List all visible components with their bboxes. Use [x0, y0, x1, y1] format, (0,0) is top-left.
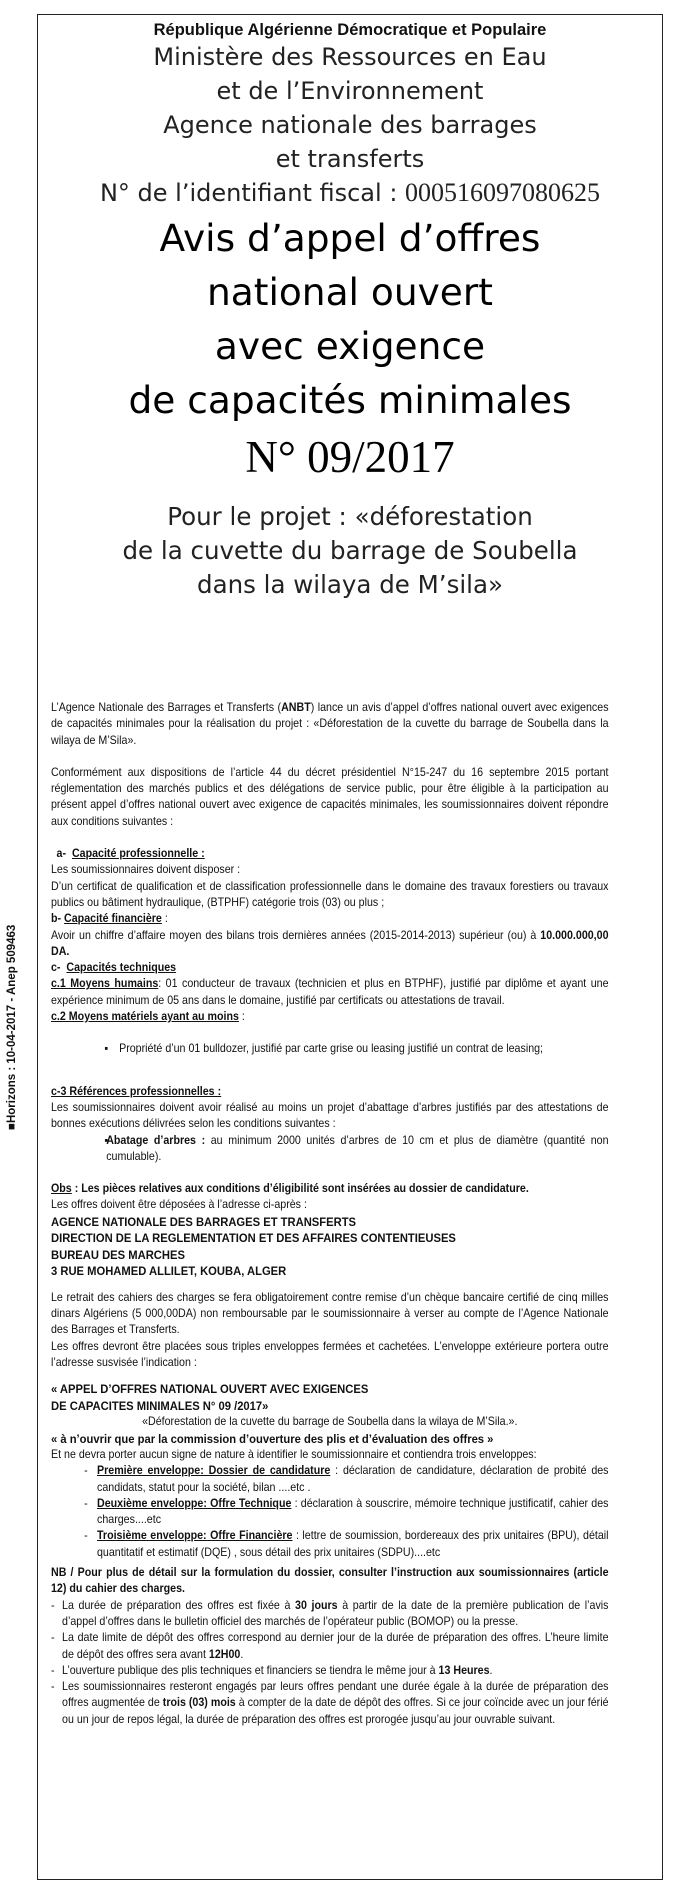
commitment-item: - Les soumissionnaires resteront engagés par leurs offres pendant une durée égale à la durée de préparation des offres augmentée de trois (03) mois à compter de la date de dépôt des offres. Si ce jour coïncide avec un jour férié ou un jour de repos légal, la durée de préparation des offres est prorogée jusqu’au jour ouvrable suivant.	[51, 1679, 609, 1728]
nb-note: NB / Pour plus de détail sur la formulation du dossier, consulter l’instruction aux soumissionnaires (article 12) du cahier des charges.	[51, 1566, 609, 1596]
publication-tag	[6, 924, 26, 1150]
section-b-heading: b- Capacité financière :	[51, 912, 168, 926]
address-line-3: BUREAU DES MARCHES	[51, 1247, 185, 1262]
section-c2-item: ▪ Propriété d’un 01 bulldozer, justifié par carte grise ou leasing justifié un contrat de leasing;	[51, 1041, 609, 1057]
envelope-2: - Deuxième enveloppe: Offre Technique : déclaration à souscrire, mémoire technique justificatif, cahier des charges....etc	[51, 1496, 609, 1529]
section-b-text: Avoir un chiffre d’affaire moyen des bilans trois dernières années (2015-2014-2013) supérieur (ou) à 10.000.000,00 DA.	[51, 928, 609, 958]
duration-item: - La durée de préparation des offres est fixée à 30 jours à partir de la date de la première publication de l’avis d’appel d’offres dans le bulletin officiel des marchés de l’opérateur public (BOMOP) ou la presse.	[51, 1598, 609, 1631]
section-a-heading: a- Capacité professionnelle :	[56, 847, 205, 861]
notice-body	[51, 700, 609, 1728]
notice-title-line-2: national ouvert	[207, 270, 493, 314]
envelope-3: - Troisième enveloppe: Offre Financière : lettre de soumission, bordereaux des prix unitaires (BPU), détail quantitatif et estimatif (DQE) , sous détail des prix unitaires (SDPU)....etc	[51, 1528, 609, 1561]
project-line-1: Pour le projet : «déforestation	[167, 502, 533, 531]
ministry-line-1: Ministère des Ressources en Eau	[153, 43, 547, 71]
address-line-2: DIRECTION DE LA REGLEMENTATION ET DES AFFAIRES CONTENTIEUSES	[51, 1231, 456, 1246]
project-line-2: de la cuvette du barrage de Soubella	[122, 536, 578, 565]
opening-item: - L’ouverture publique des plis techniques et financiers se tiendra le même jour à 13 Heures.	[51, 1663, 609, 1679]
section-c-heading: c- Capacités techniques	[51, 961, 177, 975]
fiscal-id-number: 000516097080625	[405, 178, 601, 207]
section-c3-heading: c-3 Références professionnelles :	[51, 1084, 222, 1098]
mention-line-3: «Déforestation de la cuvette du barrage de Soubella dans la wilaya de M’Sila.».	[142, 1415, 518, 1429]
deadline-item: - La date limite de dépôt des offres correspond au dernier jour de la durée de préparation des offres. L’heure limite de dépôt des offres sera avant 12H00.	[51, 1630, 609, 1663]
mention-line-2: DE CAPACITES MINIMALES N° 09 /2017»	[51, 1398, 269, 1413]
enveloppes-paragraph: Les offres devront être placées sous triples enveloppes fermées et cachetées. L’enveloppe extérieure portera outre l’adresse susvisée l’indication :	[51, 1339, 609, 1369]
section-a-line-1: Les soumissionnaires doivent disposer :	[51, 863, 241, 877]
address-line-1: AGENCE NATIONALE DES BARRAGES ET TRANSFERTS	[51, 1214, 357, 1229]
envelope-1: - Première enveloppe: Dossier de candidature : déclaration de candidature, déclaration de probité des candidats, statut pour la société, bilan ....etc .	[51, 1463, 609, 1496]
section-c3-item: ▪ Abatage d’arbres : au minimum 2000 unités d’arbres de 10 cm et plus de diamètre (quantité non cumulable).	[51, 1133, 609, 1166]
conformity-paragraph: Conformément aux dispositions de l’article 44 du décret présidentiel N°15-247 du 16 septembre 2015 portant réglementation des marchés publics et des délégations de service public, pour être éligible à la participation au présent appel d’offres national ouvert avec exigence de capacités minimales, les soumissionnaires doivent répondre aux conditions suivantes :	[51, 765, 609, 828]
fiscal-id-line	[37, 176, 663, 210]
intro-paragraph: L’Agence Nationale des Barrages et Transferts (ANBT) lance un avis d’appel d’offres national ouvert avec exigences de capacités minimales pour la réalisation du projet : «Déforestation de la cuvette du barrage de Soubella dans la wilaya de M’Sila».	[51, 701, 609, 747]
deposit-intro: Les offres doivent être déposées à l’adresse ci-après :	[51, 1198, 307, 1212]
no-sign-paragraph: Et ne devra porter aucun signe de nature à identifier le soumissionnaire et contiendra trois enveloppes:	[51, 1448, 537, 1461]
project-line-3: dans la wilaya de M’sila»	[197, 570, 503, 599]
notice-number: N° 09/2017	[245, 432, 455, 482]
agency-line-1: Agence nationale des barrages	[163, 111, 537, 139]
notice-header	[37, 16, 663, 602]
notice-title-line-1: Avis d’appel d’offres	[159, 216, 541, 260]
republic-line: République Algérienne Démocratique et Populaire	[153, 21, 547, 39]
section-a-line-2: D’un certificat de qualification et de classification professionnelle dans le domaine des travaux forestiers ou travaux publics ou bâtiment hydraulique, (BTPHF) catégorie trois (03) ou plus ;	[51, 879, 609, 909]
agency-line-2: et transferts	[275, 145, 425, 173]
section-c1: c.1 Moyens humains: 01 conducteur de travaux (technicien et plus en BTPHF), justifié par diplôme et ayant une expérience minimum de 05 ans dans le domaine, justifié par certificats ou attestations de travail.	[51, 977, 609, 1007]
notice-title-line-4: de capacités minimales	[128, 378, 572, 422]
ministry-line-2: et de l’Environnement	[216, 77, 484, 105]
publication-tag-text: ■Horizons : 10-04-2017 - Anep 509463	[6, 924, 18, 1130]
section-c3-text: Les soumissionnaires doivent avoir réalisé au moins un projet d’abattage d’arbres justifiés par des attestations de bonnes exécutions délivrées selon les conditions suivantes :	[51, 1100, 609, 1131]
notice-title-line-3: avec exigence	[214, 324, 486, 368]
mention-line-1: « APPEL D’OFFRES NATIONAL OUVERT AVEC EXIGENCES	[51, 1382, 369, 1397]
address-line-4: 3 RUE MOHAMED ALLILET, KOUBA, ALGER	[51, 1264, 287, 1279]
retrait-paragraph: Le retrait des cahiers des charges se fera obligatoirement contre remise d’un chèque bancaire certifié de cinq milles dinars Algériens (5 000,00DA) non remboursable par le soumissionnaire à verser au compte de l’Agence Nationale des Barrages et Transferts.	[51, 1290, 609, 1337]
obs-note: Obs : Les pièces relatives aux conditions d’éligibilité sont insérées au dossier de candidature.	[51, 1182, 529, 1196]
section-c2-heading: c.2 Moyens matériels ayant au moins :	[51, 1010, 245, 1024]
mention-line-4: « à n’ouvrir que par la commission d’ouverture des plis et d’évaluation des offres »	[51, 1431, 494, 1446]
fiscal-id-label: N° de l’identifiant fiscal :	[99, 179, 398, 207]
